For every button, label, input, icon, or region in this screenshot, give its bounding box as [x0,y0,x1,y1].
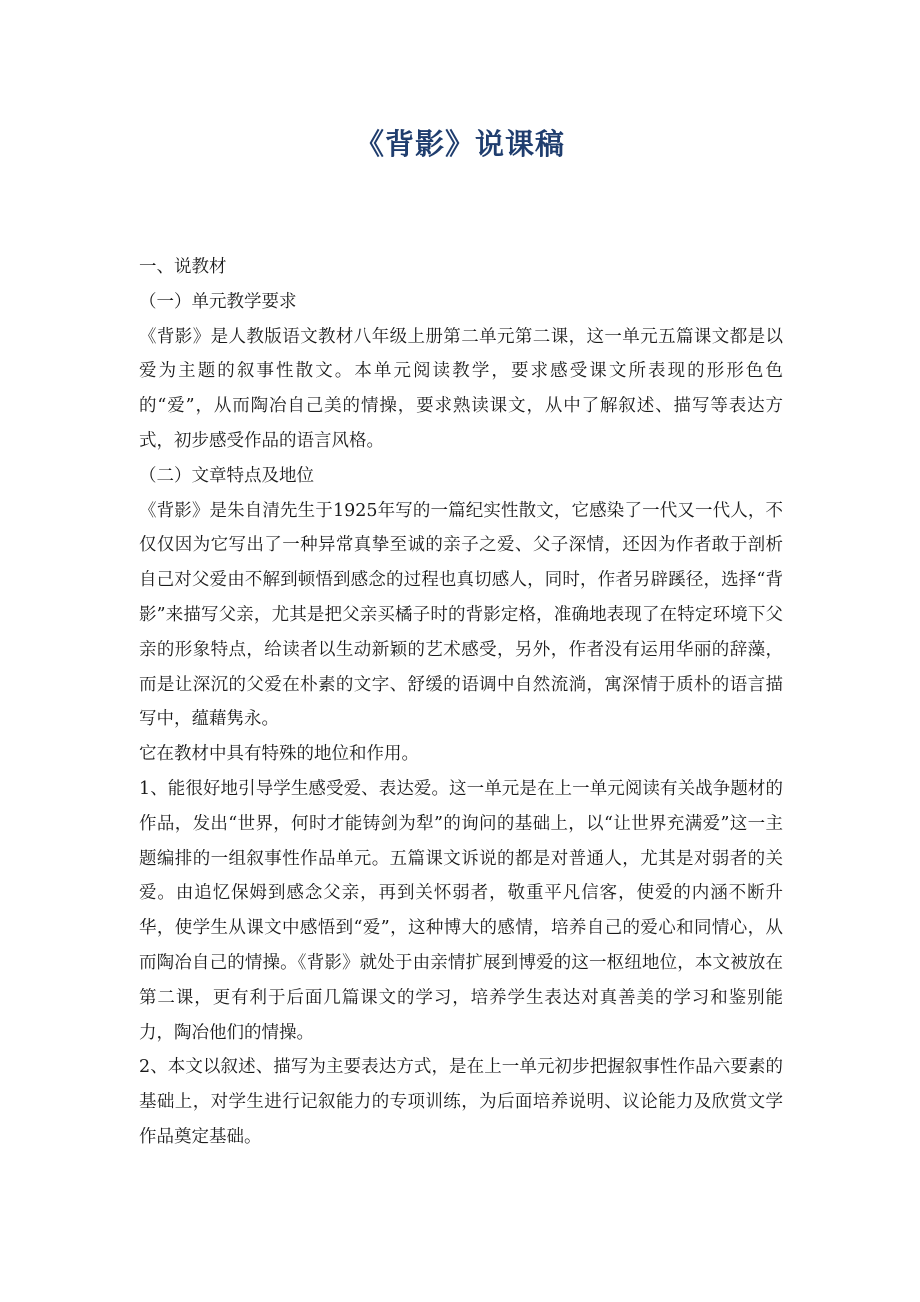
paragraph-status-intro: 它在教材中具有特殊的地位和作用。 [139,744,419,765]
document-title: 《背影》说课稿 [354,127,565,161]
section-heading-teaching-material: 一、说教材 [139,257,227,277]
document-body [139,250,783,1155]
paragraph-unit-requirements: 《背影》是人教版语文教材八年级上册第二单元第二课，这一单元五篇课文都是以爱为主题的叙事性散文。本单元阅读教学，要求感受课文所表现的形形色色的“爱”，从而陶冶自己美的情操，要求熟读课文，从中了解叙述、描写等表达方式，初步感受作品的语言风格。 [139,326,783,451]
paragraph-text-features: 《背影》是朱自清先生于1925年写的一篇纪实性散文，它感染了一代又一代人，不仅仅因为它写出了一种异常真挚至诚的亲子之爱、父子深情，还因为作者敢于剖析自己对父爱由不解到顿悟到感念的过程也真切感人，同时，作者另辟蹊径，选择“背影”来描写父亲，尤其是把父亲买橘子时的背影定格，准确地表现了在特定环境下父亲的形象特点，给读者以生动新颖的艺术感受，另外，作者没有运用华丽的辞藻，而是让深沉的父爱在朴素的文字、舒缓的语调中自然流淌，寓深情于质朴的语言描写中，蕴藉隽永。 [139,500,783,730]
paragraph-point-1: 1、能很好地引导学生感受爱、表达爱。这一单元是在上一单元阅读有关战争题材的作品，发出“世界，何时才能铸剑为犁”的询问的基础上，以“让世界充满爱”这一主题编排的一组叙事性作品单元。五篇课文诉说的都是对普通人，尤其是对弱者的关爱。由追忆保姆到感念父亲，再到关怀弱者，敬重平凡信客，使爱的内涵不断升华，使学生从课文中感悟到“爱”，这种博大的感情，培养自己的爱心和同情心，从而陶冶自己的情操。《背影》就处于由亲情扩展到博爱的这一枢纽地位，本文被放在第二课，更有利于后面几篇课文的学习，培养学生表达对真善美的学习和鉴别能力，陶冶他们的情操。 [139,778,783,1043]
subsection-heading-text-features: （二）文章特点及地位 [139,465,314,486]
paragraph-point-2: 2、本文以叙述、描写为主要表达方式，是在上一单元初步把握叙事性作品六要素的基础上，对学生进行记叙能力的专项训练，为后面培养说明、议论能力及欣赏文学作品奠定基础。 [139,1057,783,1147]
subsection-heading-unit-requirements: （一）单元教学要求 [139,291,297,312]
